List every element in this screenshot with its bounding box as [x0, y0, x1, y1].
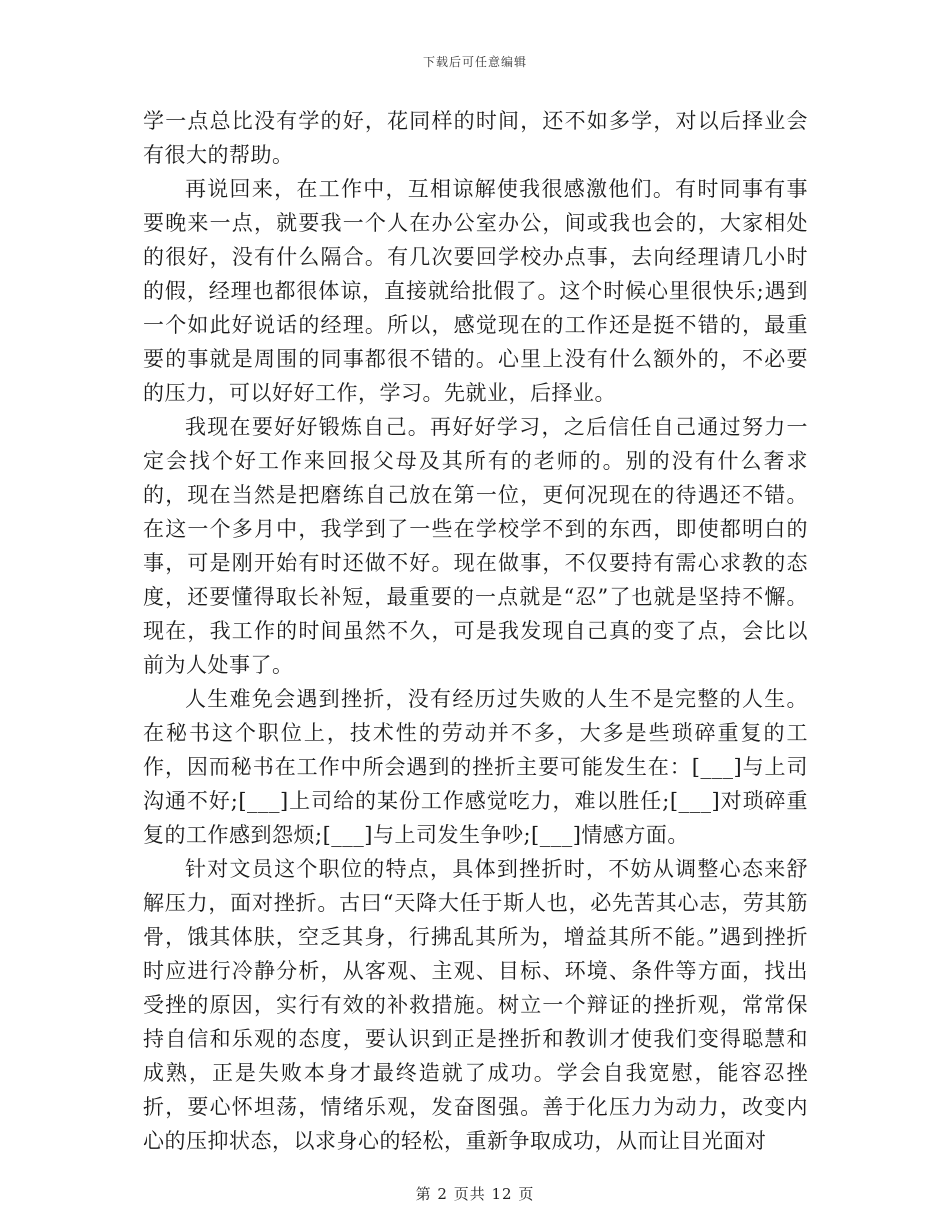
page-number: 第 2 页共 12 页 [415, 1185, 535, 1203]
paragraph-4: 人生难免会遇到挫折，没有经历过失败的人生不是完整的人生。在秘书这个职位上，技术性的劳动并不多，大多是些琐碎重复的工作，因而秘书在工作中所会遇到的挫折主要可能发生在：[___]与上司沟通不好;[___]上司给的某份工作感觉吃力，难以胜任;[___]对琐碎重复的工作感到怨烦;[___]与上司发生争吵;[___]情感方面。 [143, 687, 808, 847]
paragraph-5: 针对文员这个职位的特点，具体到挫折时，不妨从调整心态来舒解压力，面对挫折。古曰“天降大任于斯人也，必先苦其心志，劳其筋骨，饿其体肤，空乏其身，行拂乱其所为，增益其所不能。”遇到挫折时应进行冷静分析，从客观、主观、目标、环境、条件等方面，找出受挫的原因，实行有效的补救措施。树立一个辩证的挫折观，常常保持自信和乐观的态度，要认识到正是挫折和教训才使我们变得聪慧和成熟，正是失败本身才最终造就了成功。学会自我宽慰，能容忍挫折，要心怀坦荡，情绪乐观，发奋图强。善于化压力为动力，改变内心的压抑状态，以求身心的轻松，重新争取成功，从而让目光面对 [143, 857, 808, 1153]
paragraph-2: 再说回来，在工作中，互相谅解使我很感激他们。有时同事有事要晚来一点，就要我一个人在办公室办公，间或我也会的，大家相处的很好，没有什么隔合。有几次要回学校办点事，去向经理请几小时的假，经理也都很体谅，直接就给批假了。这个时候心里很快乐;遇到一个如此好说话的经理。所以，感觉现在的工作还是挺不错的，最重要的事就是周围的同事都很不错的。心里上没有什么额外的，不必要的压力，可以好好工作，学习。先就业，后择业。 [143, 177, 808, 405]
paragraph-3: 我现在要好好锻炼自己。再好好学习，之后信任自己通过努力一定会找个好工作来回报父母及其所有的老师的。别的没有什么奢求的，现在当然是把磨练自己放在第一位，更何况现在的待遇还不错。在这一个多月中，我学到了一些在学校学不到的东西，即使都明白的事，可是刚开始有时还做不好。现在做事，不仅要持有需心求教的态度，还要懂得取长补短，最重要的一点就是“忍”了也就是坚持不懈。现在，我工作的时间虽然不久，可是我发现自己真的变了点，会比以前为人处事了。 [143, 415, 808, 677]
page-header: 下载后可任意编辑 [422, 55, 527, 69]
paragraph-1: 学一点总比没有学的好，花同样的时间，还不如多学，对以后择业会有很大的帮助。 [143, 109, 808, 167]
document-body [143, 104, 808, 1158]
